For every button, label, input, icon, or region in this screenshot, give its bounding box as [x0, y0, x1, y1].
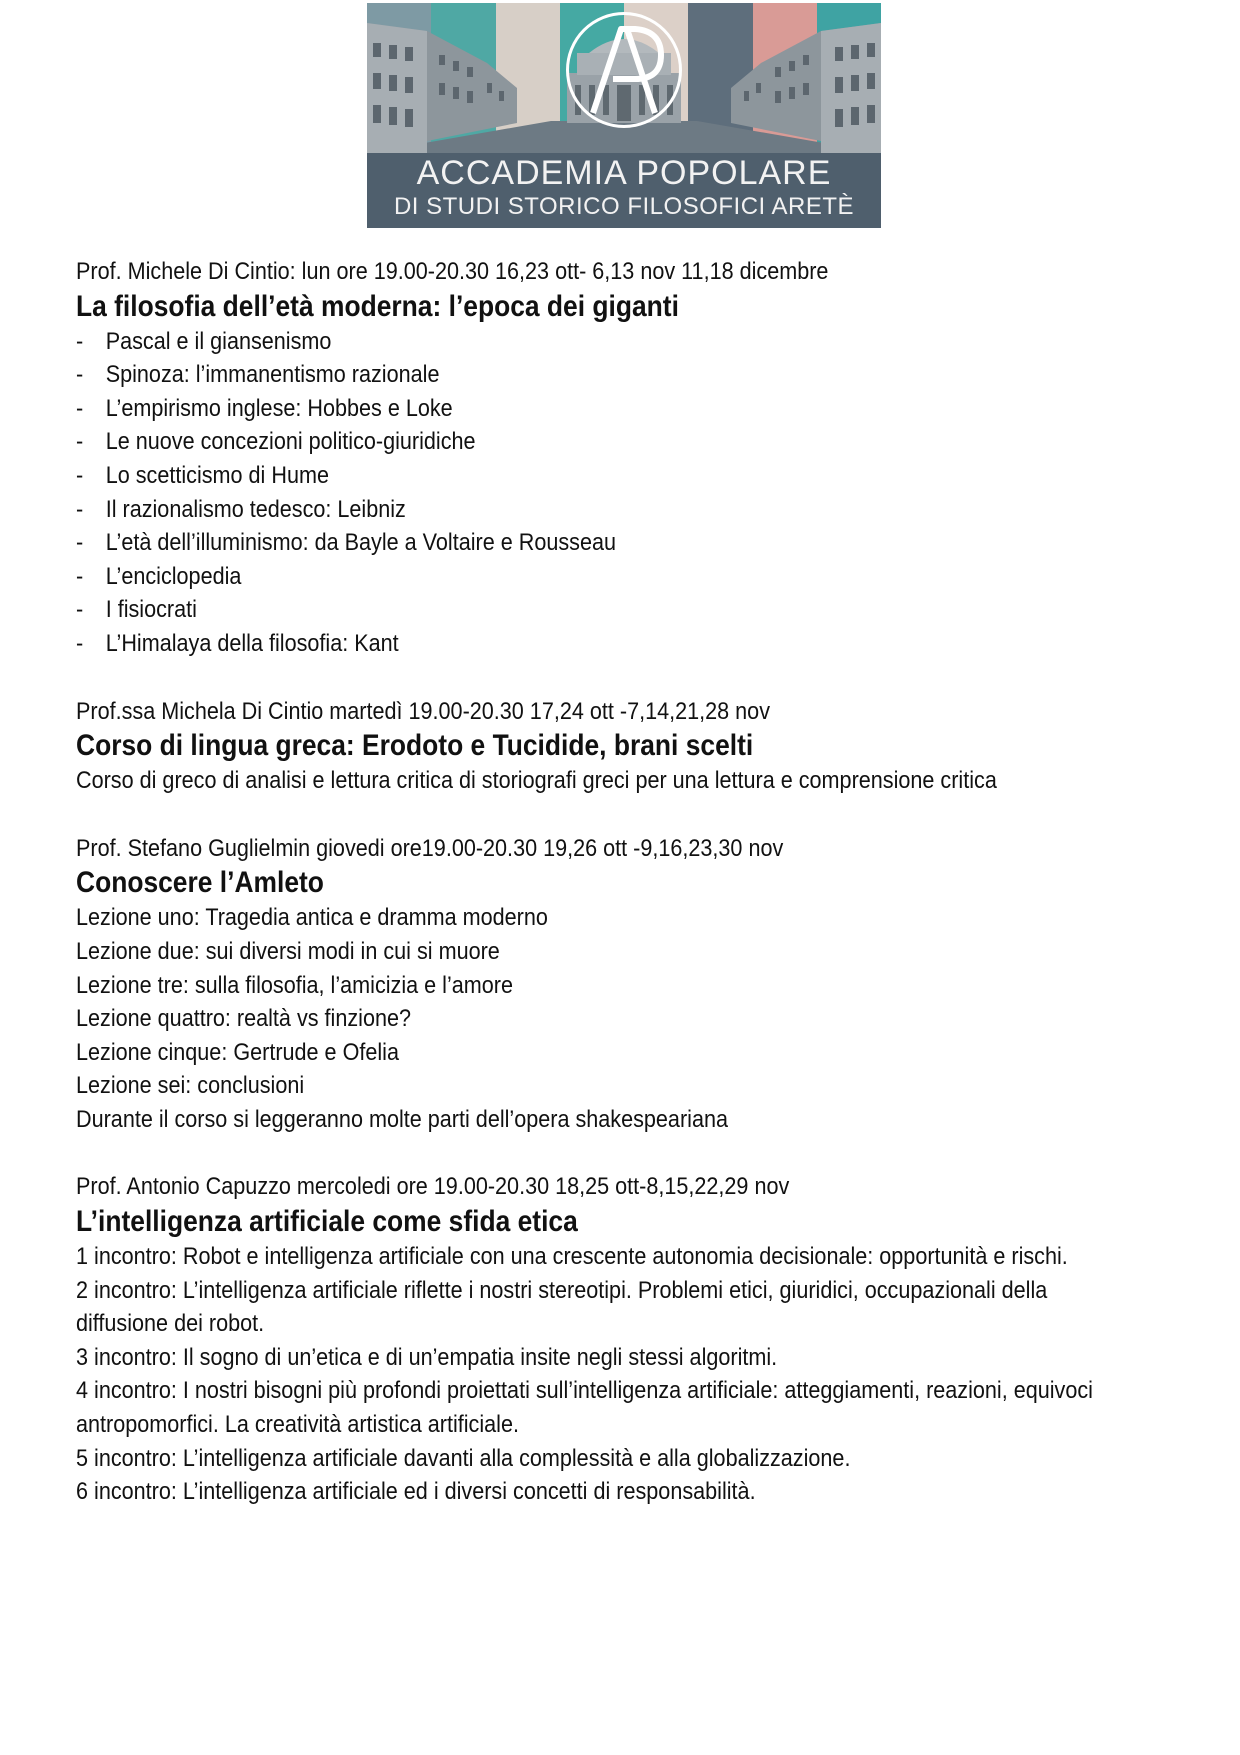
lesson-line: Lezione uno: Tragedia antica e dramma moderno [76, 904, 548, 932]
course-description: Corso di greco di analisi e lettura critica di storiografi greci per una lettura e comprensione critica [76, 767, 997, 795]
lesson-line: Lezione sei: conclusioni [76, 1072, 305, 1100]
logo-subtitle: DI STUDI STORICO FILOSOFICI ARETÈ [393, 193, 855, 220]
list-item-text: Pascal e il giansenismo [105, 327, 332, 355]
course-topics-list [76, 325, 1136, 661]
course-section [76, 1170, 1136, 1508]
lesson-line: Lezione cinque: Gertrude e Ofelia [76, 1038, 400, 1066]
section-spacer [76, 798, 1136, 832]
lesson-line: Lezione quattro: realtà vs finzione? [76, 1005, 412, 1033]
course-title: La filosofia dell’età moderna: l’epoca dei giganti [76, 289, 679, 323]
course-title: Corso di lingua greca: Erodoto e Tucidide, brani scelti [76, 729, 754, 763]
bullet-dash: - [76, 596, 84, 624]
bullet-dash: - [76, 361, 84, 389]
list-item [76, 526, 1030, 560]
list-item [76, 627, 1030, 661]
ap-monogram-icon [569, 15, 679, 125]
course-section [76, 832, 1136, 1137]
list-item [76, 425, 1030, 459]
course-schedule: Prof. Stefano Guglielmin giovedi ore19.00-20.30 19,26 ott -9,16,23,30 nov [76, 834, 784, 862]
list-item [76, 358, 1030, 392]
list-item-text: Le nuove concezioni politico-giuridiche [105, 428, 476, 456]
course-title: Conoscere l’Amleto [76, 866, 324, 900]
meeting-paragraph: 1 incontro: Robot e intelligenza artificiale con una crescente autonomia decisionale: opportunità e rischi. [76, 1243, 1068, 1271]
list-item-text: I fisiocrati [105, 596, 197, 624]
list-item [76, 593, 1030, 627]
list-item [76, 392, 1030, 426]
bullet-dash: - [76, 428, 84, 456]
course-note: Durante il corso si leggeranno molte parti dell’opera shakespeariana [76, 1105, 728, 1133]
academy-logo [367, 3, 881, 228]
course-section [76, 255, 1136, 661]
logo-monogram-circle [566, 12, 682, 128]
list-item-text: L’empirismo inglese: Hobbes e Loke [105, 394, 453, 422]
list-item [76, 560, 1030, 594]
list-item-text: Spinoza: l’immanentismo razionale [105, 361, 440, 389]
meeting-paragraph: 3 incontro: Il sogno di un’etica e di un’empatia insite negli stessi algoritmi. [76, 1343, 778, 1371]
meeting-paragraph: 4 incontro: I nostri bisogni più profondi proiettati sull’intelligenza artificiale: atteggiamenti, reazioni, equivoci antropomorfici. La creatività artistica artificiale. [76, 1377, 1093, 1439]
section-spacer [76, 661, 1136, 695]
course-schedule: Prof.ssa Michela Di Cintio martedì 19.00-20.30 17,24 ott -7,14,21,28 nov [76, 697, 770, 725]
list-item-text: L’Himalaya della filosofia: Kant [105, 629, 399, 657]
list-item-text: Il razionalismo tedesco: Leibniz [105, 495, 406, 523]
list-item [76, 493, 1030, 527]
list-item [76, 459, 1030, 493]
list-item [76, 325, 1030, 359]
course-list [76, 255, 1136, 1509]
meeting-paragraph: 5 incontro: L’intelligenza artificiale davanti alla complessità e alla globalizzazione. [76, 1444, 851, 1472]
bullet-dash: - [76, 327, 84, 355]
bullet-dash: - [76, 562, 84, 590]
bullet-dash: - [76, 461, 84, 489]
bullet-dash: - [76, 495, 84, 523]
logo-title: ACCADEMIA POPOLARE [416, 154, 832, 192]
list-item-text: L’enciclopedia [105, 562, 242, 590]
course-schedule: Prof. Michele Di Cintio: lun ore 19.00-20.30 16,23 ott- 6,13 nov 11,18 dicembre [76, 258, 829, 285]
lesson-line: Lezione due: sui diversi modi in cui si muore [76, 937, 500, 965]
bullet-dash: - [76, 529, 84, 557]
list-item-text: Lo scetticismo di Hume [105, 461, 329, 489]
course-schedule: Prof. Antonio Capuzzo mercoledi ore 19.00-20.30 18,25 ott-8,15,22,29 nov [76, 1173, 790, 1201]
meeting-paragraph: 6 incontro: L’intelligenza artificiale ed i diversi concetti di responsabilità. [76, 1478, 756, 1506]
lesson-line: Lezione tre: sulla filosofia, l’amicizia e l’amore [76, 971, 513, 999]
bullet-dash: - [76, 394, 84, 422]
course-section [76, 695, 1136, 798]
section-spacer [76, 1136, 1136, 1170]
meeting-paragraph: 2 incontro: L’intelligenza artificiale riflette i nostri stereotipi. Problemi etici, giuridici, occupazionali della diffusione dei robot. [76, 1276, 1048, 1338]
list-item-text: L’età dell’illuminismo: da Bayle a Voltaire e Rousseau [105, 529, 616, 557]
bullet-dash: - [76, 629, 84, 657]
course-title: L’intelligenza artificiale come sfida etica [76, 1205, 578, 1239]
